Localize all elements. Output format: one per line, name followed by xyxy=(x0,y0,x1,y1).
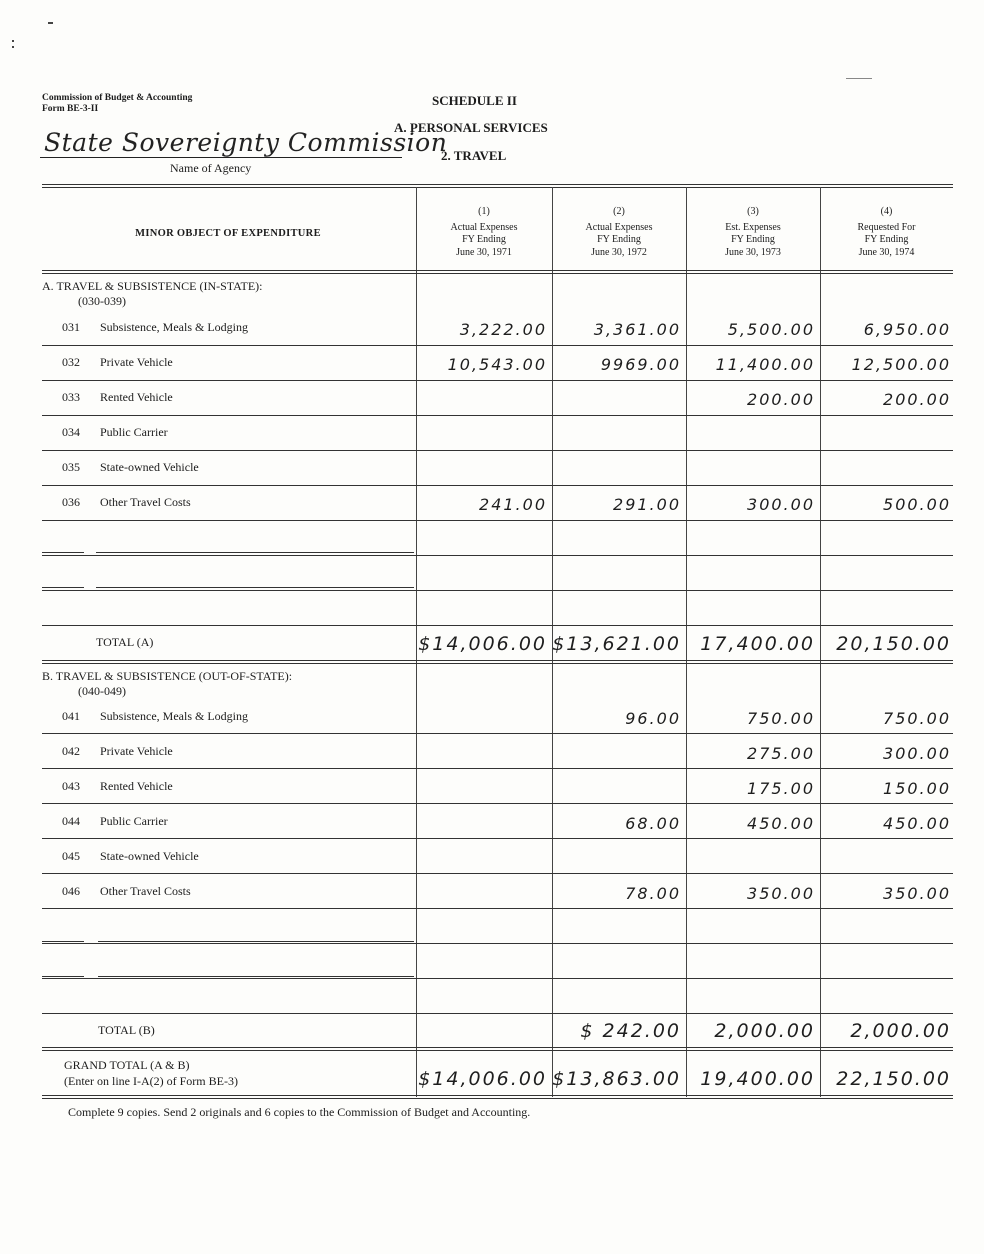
amount-cell: $14,006.00 xyxy=(418,633,547,655)
blank-code-line xyxy=(42,941,84,942)
row-label: 045 State-owned Vehicle xyxy=(62,849,199,863)
row-label: 032 Private Vehicle xyxy=(62,355,173,369)
column-divider xyxy=(820,187,821,1097)
row-rule xyxy=(42,838,953,839)
row-rule xyxy=(42,1013,953,1014)
row-rule xyxy=(42,978,953,979)
amount-cell: 275.00 xyxy=(747,744,815,763)
amount-cell: 20,150.00 xyxy=(836,633,951,655)
agency-name-handwritten: State Sovereignty Commission xyxy=(44,128,448,157)
amount-cell: 17,400.00 xyxy=(700,633,815,655)
row-rule xyxy=(42,908,953,909)
row-rule xyxy=(42,380,953,381)
amount-cell: 750.00 xyxy=(747,709,815,728)
rule xyxy=(42,187,953,188)
form-issuer: Commission of Budget & Accounting xyxy=(42,93,193,103)
row-rule xyxy=(42,415,953,416)
amount-cell: $14,006.00 xyxy=(418,1068,547,1090)
amount-cell: 3,361.00 xyxy=(593,320,681,339)
row-rule xyxy=(42,768,953,769)
amount-cell: 300.00 xyxy=(747,495,815,514)
amount-cell: 350.00 xyxy=(883,884,951,903)
total-a-label: TOTAL (A) xyxy=(96,635,154,649)
blank-desc-line xyxy=(98,976,414,977)
row-rule xyxy=(42,485,953,486)
amount-cell: 22,150.00 xyxy=(836,1068,951,1090)
form-number: Form BE-3-II xyxy=(42,104,99,114)
amount-cell: 6,950.00 xyxy=(863,320,951,339)
blank-code-line xyxy=(42,587,84,588)
amount-cell: 150.00 xyxy=(883,779,951,798)
amount-cell: 175.00 xyxy=(747,779,815,798)
amount-cell: $ 242.00 xyxy=(580,1020,681,1042)
rule xyxy=(42,273,953,274)
row-rule xyxy=(42,943,953,944)
column-header-4: (4) Requested For FY Ending June 30, 1974 xyxy=(857,206,916,258)
blank-desc-line xyxy=(96,552,414,553)
row-label: 034 Public Carrier xyxy=(62,425,168,439)
blank-desc-line xyxy=(96,587,414,588)
rule xyxy=(42,1047,953,1048)
row-label: 043 Rented Vehicle xyxy=(62,779,173,793)
amount-cell: 5,500.00 xyxy=(727,320,815,339)
column-divider xyxy=(416,187,417,1097)
column-divider xyxy=(686,187,687,1097)
rule xyxy=(42,1098,953,1099)
amount-cell: 3,222.00 xyxy=(459,320,547,339)
row-rule xyxy=(42,803,953,804)
row-label: 046 Other Travel Costs xyxy=(62,884,191,898)
subsection-title: 2. TRAVEL xyxy=(441,148,507,163)
column-header-3: (3) Est. Expenses FY Ending June 30, 1973 xyxy=(725,206,781,258)
row-rule xyxy=(42,450,953,451)
section-b-title: B. TRAVEL & SUBSISTENCE (OUT-OF-STATE): (040-049) xyxy=(42,669,293,698)
rule xyxy=(42,1095,953,1096)
amount-cell: 78.00 xyxy=(625,884,681,903)
amount-cell: 2,000.00 xyxy=(714,1020,815,1042)
column-header-1: (1) Actual Expenses FY Ending June 30, 1971 xyxy=(450,206,518,258)
rule xyxy=(42,270,953,271)
row-label: 044 Public Carrier xyxy=(62,814,168,828)
row-rule xyxy=(42,873,953,874)
amount-cell: 96.00 xyxy=(625,709,681,728)
scan-speck xyxy=(846,78,872,79)
blank-desc-line xyxy=(98,941,414,942)
row-rule xyxy=(42,520,953,521)
row-label: 042 Private Vehicle xyxy=(62,744,173,758)
section-title: A. PERSONAL SERVICES xyxy=(394,120,548,135)
blank-code-line xyxy=(42,552,84,553)
row-label: 041 Subsistence, Meals & Lodging xyxy=(62,709,248,723)
amount-cell: 350.00 xyxy=(747,884,815,903)
footer-instructions: Complete 9 copies. Send 2 originals and 6 copies to the Commission of Budget and Accounting. xyxy=(68,1105,531,1119)
agency-label: Name of Agency xyxy=(170,161,252,175)
row-rule xyxy=(42,590,953,591)
scan-speck xyxy=(48,22,53,24)
amount-cell: $13,621.00 xyxy=(552,633,681,655)
amount-cell: 10,543.00 xyxy=(447,355,547,374)
rule xyxy=(42,660,953,661)
amount-cell: 200.00 xyxy=(747,390,815,409)
row-label: 031 Subsistence, Meals & Lodging xyxy=(62,320,248,334)
amount-cell: 11,400.00 xyxy=(715,355,815,374)
rule xyxy=(42,663,953,664)
amount-cell: 291.00 xyxy=(613,495,681,514)
amount-cell: 450.00 xyxy=(883,814,951,833)
row-rule xyxy=(42,733,953,734)
schedule-title: SCHEDULE II xyxy=(432,93,517,108)
column-header-2: (2) Actual Expenses FY Ending June 30, 1972 xyxy=(585,206,653,258)
section-a-title: A. TRAVEL & SUBSISTENCE (IN-STATE): (030-039) xyxy=(42,279,263,308)
amount-cell: $13,863.00 xyxy=(552,1068,681,1090)
rule xyxy=(42,184,953,185)
amount-cell: 19,400.00 xyxy=(700,1068,815,1090)
total-b-label: TOTAL (B) xyxy=(98,1023,155,1037)
amount-cell: 450.00 xyxy=(747,814,815,833)
row-rule xyxy=(42,625,953,626)
amount-cell: 750.00 xyxy=(883,709,951,728)
amount-cell: 500.00 xyxy=(883,495,951,514)
row-rule xyxy=(42,555,953,556)
amount-cell: 241.00 xyxy=(479,495,547,514)
amount-cell: 300.00 xyxy=(883,744,951,763)
agency-underline xyxy=(40,157,402,158)
scan-speck xyxy=(12,40,14,42)
minor-object-header: MINOR OBJECT OF EXPENDITURE xyxy=(135,228,321,239)
rule xyxy=(42,1050,953,1051)
form-header xyxy=(42,93,192,115)
row-rule xyxy=(42,345,953,346)
scan-speck xyxy=(12,46,14,48)
amount-cell: 200.00 xyxy=(883,390,951,409)
row-label: 036 Other Travel Costs xyxy=(62,495,191,509)
amount-cell: 9969.00 xyxy=(600,355,681,374)
grand-total-label: GRAND TOTAL (A & B) xyxy=(64,1058,190,1072)
row-label: 033 Rented Vehicle xyxy=(62,390,173,404)
amount-cell: 2,000.00 xyxy=(850,1020,951,1042)
amount-cell: 68.00 xyxy=(625,814,681,833)
row-label: 035 State-owned Vehicle xyxy=(62,460,199,474)
blank-code-line xyxy=(42,976,84,977)
amount-cell: 12,500.00 xyxy=(851,355,951,374)
grand-total-sublabel: (Enter on line I-A(2) of Form BE-3) xyxy=(64,1074,238,1088)
travel-expense-table xyxy=(42,184,953,1100)
